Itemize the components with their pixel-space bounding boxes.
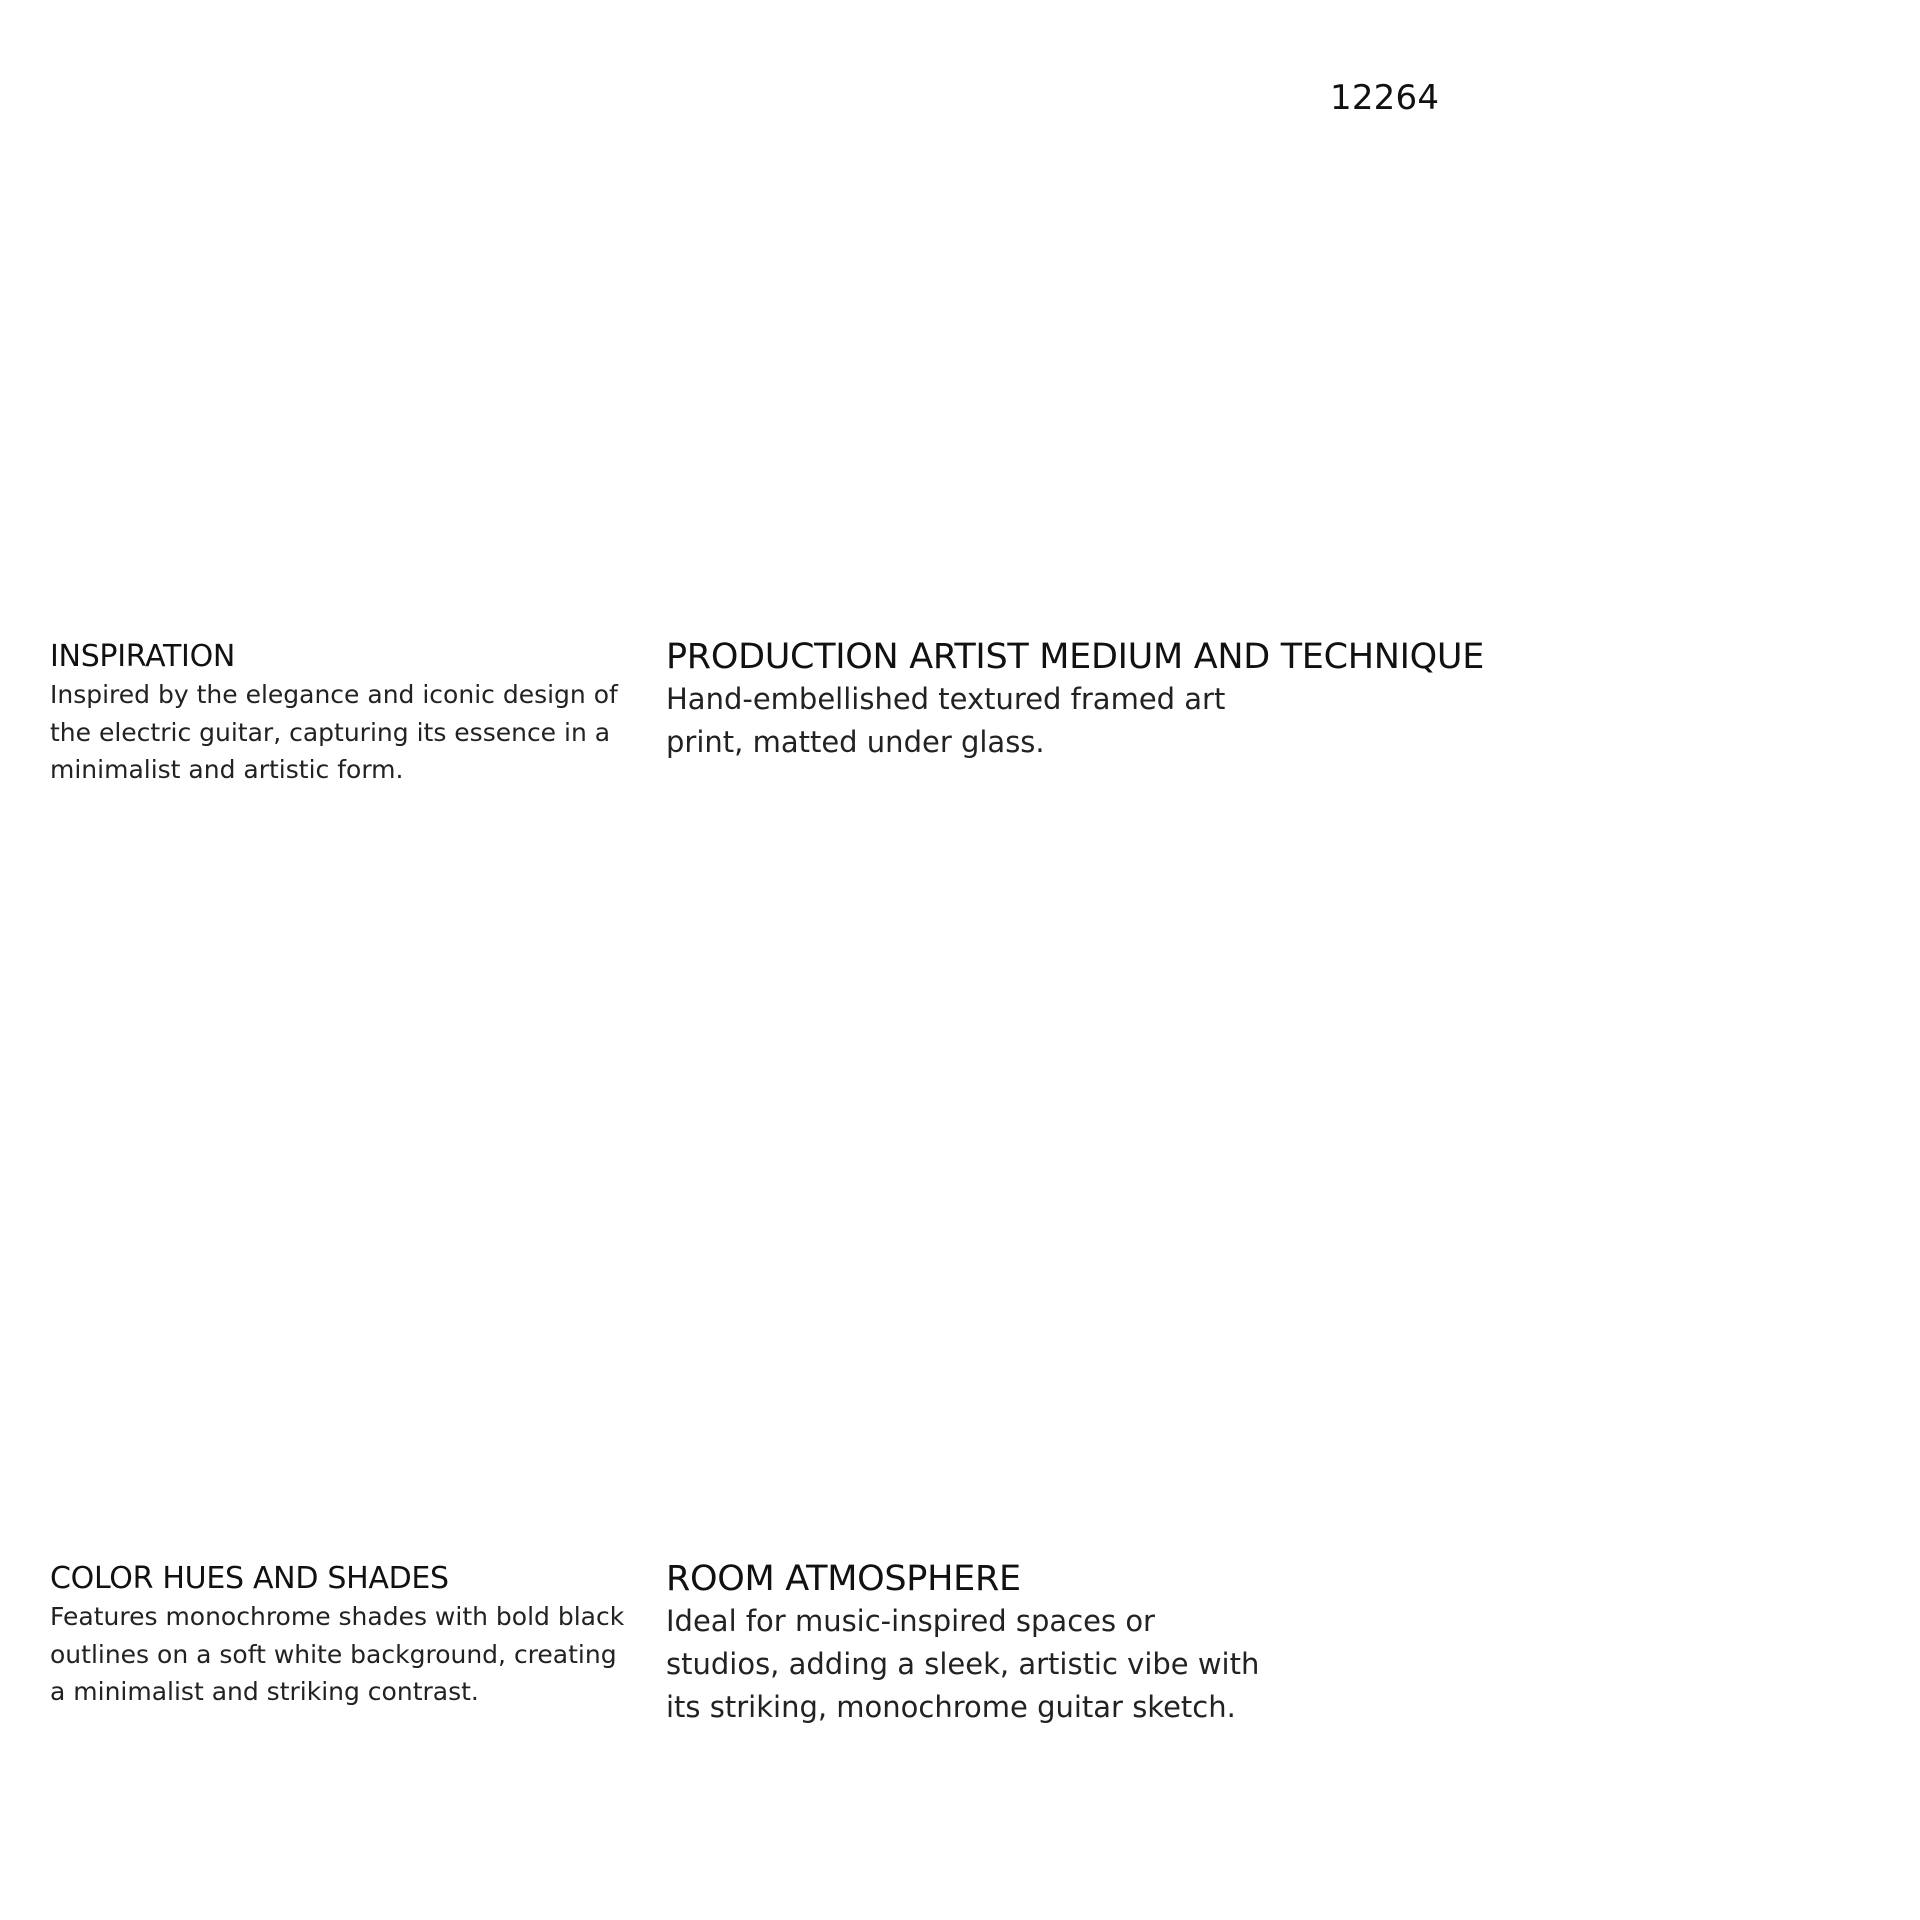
color-hues-line: outlines on a soft white background, creating [50, 1639, 617, 1669]
room-atmosphere-line: studios, adding a sleek, artistic vibe with [666, 1647, 1260, 1681]
color-hues-text [50, 1598, 640, 1711]
medium-technique-line: Hand-embellished textured framed art [666, 682, 1226, 716]
product-code: 12264 [1330, 78, 1440, 118]
color-hues-section [50, 1560, 640, 1711]
inspiration-line: the electric guitar, capturing its essence in a [50, 717, 611, 747]
color-hues-title: COLOR HUES AND SHADES [50, 1561, 449, 1596]
inspiration-title: INSPIRATION [50, 639, 236, 674]
medium-technique-section [666, 636, 1566, 764]
inspiration-text [50, 676, 640, 789]
inspiration-line: Inspired by the elegance and iconic design of [50, 680, 618, 709]
inspiration-section [50, 638, 640, 789]
medium-technique-title: PRODUCTION ARTIST MEDIUM AND TECHNIQUE [666, 637, 1485, 677]
room-atmosphere-title: ROOM ATMOSPHERE [666, 1559, 1021, 1599]
room-atmosphere-section [666, 1558, 1286, 1729]
room-atmosphere-text [666, 1600, 1286, 1729]
color-hues-line: a minimalist and striking contrast. [50, 1677, 479, 1706]
medium-technique-line: print, matted under glass. [666, 725, 1045, 759]
medium-technique-text [666, 678, 1246, 764]
color-hues-line: Features monochrome shades with bold black [50, 1602, 625, 1631]
inspiration-line: minimalist and artistic form. [50, 755, 404, 784]
room-atmosphere-line: Ideal for music-inspired spaces or [666, 1604, 1155, 1638]
room-atmosphere-line: its striking, monochrome guitar sketch. [666, 1690, 1236, 1724]
